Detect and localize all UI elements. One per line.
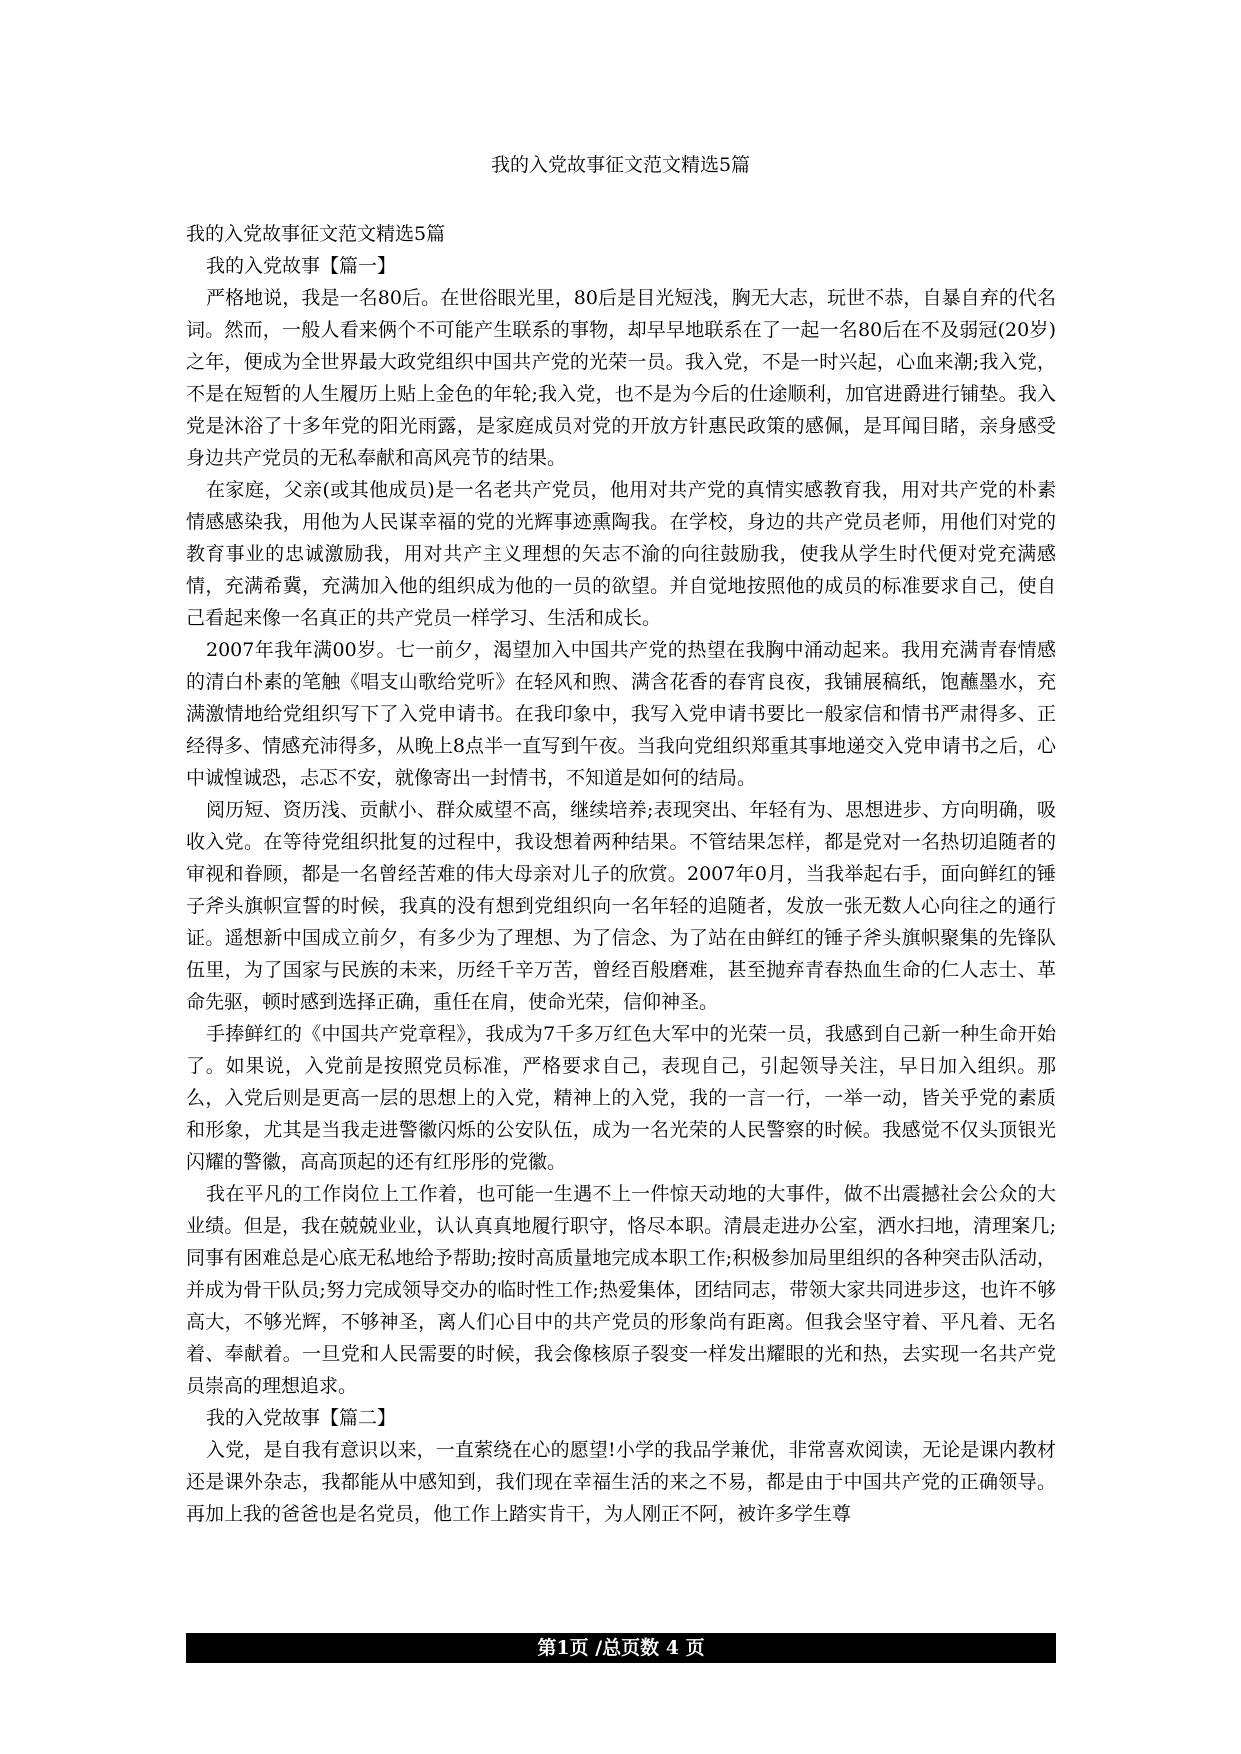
paragraph: 我在平凡的工作岗位上工作着，也可能一生遇不上一件惊天动地的大事件，做不出震撼社会公众的大业绩。但是，我在兢兢业业，认认真真地履行职守，恪尽本职。清晨走进办公室，洒水扫地，清理案几;同事有困难总是心底无私地给予帮助;按时高质量地完成本职工作;积极参加局里组织的各种突击队活动，并成为骨干队员;努力完成领导交办的临时性工作;热爱集体，团结同志，带领大家共同进步这，也许不够高大，不够光辉，不够神圣，离人们心目中的共产党员的形象尚有距离。但我会坚守着、平凡着、无名着、奉献着。一旦党和人民需要的时候，我会像核原子裂变一样发出耀眼的光和热，去实现一名共产党员崇高的理想追求。 bbox=[186, 1183, 1056, 1397]
paragraph: 入党，是自我有意识以来，一直萦绕在心的愿望!小学的我品学兼优，非常喜欢阅读，无论是课内教材还是课外杂志，我都能从中感知到，我们现在幸福生活的来之不易，都是由于中国共产党的正确领导。再加上我的爸爸也是名党员，他工作上踏实肯干，为人刚正不阿，被许多学生尊 bbox=[186, 1439, 1056, 1525]
paragraph: 在家庭，父亲(或其他成员)是一名老共产党员，他用对共产党的真情实感教育我，用对共产党的朴素情感感染我，用他为人民谋幸福的党的光辉事迹熏陶我。在学校，身边的共产党员老师，用他们对党的教育事业的忠诚激励我，用对共产主义理想的矢志不渝的向往鼓励我，使我从学生时代便对党充满感情，充满希冀，充满加入他的组织成为他的一员的欲望。并自觉地按照他的成员的标准要求自己，使自己看起来像一名真正的共产党员一样学习、生活和成长。 bbox=[186, 479, 1056, 629]
paragraph: 严格地说，我是一名80后。在世俗眼光里，80后是目光短浅，胸无大志，玩世不恭，自暴自弃的代名词。然而，一般人看来俩个不可能产生联系的事物，却早早地联系在了一起一名80后在不及弱冠(20岁)之年，便成为全世界最大政党组织中国共产党的光荣一员。我入党，不是一时兴起，心血来潮;我入党，不是在短暂的人生履历上贴上金色的年轮;我入党，也不是为今后的仕途顺利，加官进爵进行铺垫。我入党是沐浴了十多年党的阳光雨露，是家庭成员对党的开放方针惠民政策的感佩，是耳闻目睹，亲身感受身边共产党员的无私奉献和高风亮节的结果。 bbox=[186, 287, 1056, 469]
document-body bbox=[186, 218, 1056, 1530]
section-heading-1: 我的入党故事【篇一】 bbox=[206, 255, 397, 277]
paragraph: 阅历短、资历浅、贡献小、群众威望不高，继续培养;表现突出、年轻有为、思想进步、方向明确，吸收入党。在等待党组织批复的过程中，我设想着两种结果。不管结果怎样，都是党对一名热切追随者的审视和眷顾，都是一名曾经苦难的伟大母亲对儿子的欣赏。2007年0月，当我举起右手，面向鲜红的锤子斧头旗帜宣誓的时候，我真的没有想到党组织向一名年轻的追随者，发放一张无数人心向往之的通行证。遥想新中国成立前夕，有多少为了理想、为了信念、为了站在由鲜红的锤子斧头旗帜聚集的先锋队伍里，为了国家与民族的未来，历经千辛万苦，曾经百般磨难，甚至抛弃青春热血生命的仁人志士、革命先驱，顿时感到选择正确，重任在肩，使命光荣，信仰神圣。 bbox=[186, 799, 1056, 1013]
page-number-footer: 第1页 /总页数 4 页 bbox=[186, 1633, 1056, 1663]
section-heading-2: 我的入党故事【篇二】 bbox=[206, 1407, 397, 1429]
paragraph: 手捧鲜红的《中国共产党章程》，我成为7千多万红色大军中的光荣一员，我感到自己新一种生命开始了。如果说，入党前是按照党员标准，严格要求自己，表现自己，引起领导关注，早日加入组织。那么，入党后则是更高一层的思想上的入党，精神上的入党，我的一言一行，一举一动，皆关乎党的素质和形象，尤其是当我走进警徽闪烁的公安队伍，成为一名光荣的人民警察的时候。我感觉不仅头顶银光闪耀的警徽，高高顶起的还有红彤彤的党徽。 bbox=[186, 1023, 1056, 1173]
page-header-title: 我的入党故事征文范文精选5篇 bbox=[490, 154, 751, 176]
document-title: 我的入党故事征文范文精选5篇 bbox=[186, 223, 446, 245]
paragraph: 2007年我年满00岁。七一前夕，渴望加入中国共产党的热望在我胸中涌动起来。我用充满青春情感的清白朴素的笔触《唱支山歌给党听》在轻风和煦、满含花香的春宵良夜，我铺展稿纸，饱蘸墨水，充满激情地给党组织写下了入党申请书。在我印象中，我写入党申请书要比一般家信和情书严肃得多、正经得多、情感充沛得多，从晚上8点半一直写到午夜。当我向党组织郑重其事地递交入党申请书之后，心中诚惶诚恐，忐忑不安，就像寄出一封情书，不知道是如何的结局。 bbox=[186, 639, 1056, 789]
